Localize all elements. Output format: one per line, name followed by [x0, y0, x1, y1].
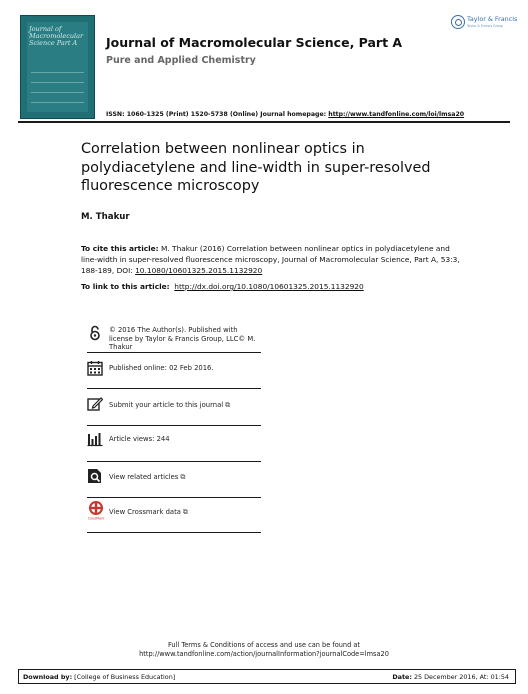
terms-link[interactable]: http://www.tandfonline.com/action/journalInformation?journalCode=lmsa20: [139, 650, 389, 658]
external-link-icon: ⧉: [225, 401, 231, 409]
publisher-logo: [451, 14, 518, 32]
date-label: Date:: [392, 673, 412, 681]
external-link-icon: ⧉: [182, 508, 188, 516]
citation-block: [81, 243, 461, 276]
download-label: Download by:: [23, 673, 73, 681]
published-row: [87, 356, 261, 389]
related-text: View related articles: [109, 473, 179, 481]
journal-homepage-link[interactable]: http://www.tandfonline.com/loi/lmsa20: [328, 111, 465, 118]
citation-text: M. Thakur (2016) Correlation between nonlinear optics in polydiacetylene and line-width in super-resolved fluorescence microscopy, Journal of Macromolecular Science, Part A, 53:3, 188-189, DOI:: [81, 244, 460, 275]
cover-divider: [31, 72, 84, 73]
crossmark-badge-text: CrossMark: [87, 516, 105, 521]
article-author: M. Thakur: [81, 212, 130, 222]
cover-title: Journal of Macromolecular Science Part A: [29, 25, 84, 47]
external-link-icon: ⧉: [180, 473, 186, 481]
article-title: Correlation between nonlinear optics in polydiacetylene and line-width in super-resolved fluorescence microscopy: [81, 141, 431, 194]
cover-divider: [31, 102, 84, 103]
journal-subtitle: Pure and Applied Chemistry: [106, 55, 256, 66]
download-by: [23, 673, 175, 681]
published-date: Published online: 02 Feb 2016.: [109, 364, 214, 372]
submit-text: Submit your article to this journal: [109, 401, 224, 409]
cover-divider: [31, 82, 84, 83]
edit-icon: [87, 396, 103, 412]
views-row: [87, 427, 261, 462]
publisher-tagline: Taylor & Francis Group: [467, 24, 503, 28]
issn-text: ISSN: 1060-1325 (Print) 1520-5738 (Online) Journal homepage:: [106, 111, 329, 118]
citation-doi-link[interactable]: 10.1080/10601325.2015.1132920: [135, 266, 263, 275]
terms-note: [0, 641, 528, 659]
article-link-line: [81, 282, 364, 291]
publisher-name: Taylor & Francis: [467, 15, 518, 23]
publisher-logo-icon: [451, 15, 465, 29]
citation-label: To cite this article:: [81, 244, 159, 253]
download-info-bar: [18, 669, 516, 684]
open-access-icon: [87, 325, 103, 341]
header-divider: [18, 121, 510, 123]
calendar-icon: [87, 360, 103, 376]
crossmark-text: View Crossmark data: [109, 508, 181, 516]
issn-line: [106, 111, 464, 118]
download-date: [392, 673, 509, 681]
terms-line-1: Full Terms & Conditions of access and use can be found at: [167, 641, 361, 649]
article-link-label: To link to this article:: [81, 282, 170, 291]
cover-divider: [31, 92, 84, 93]
crossmark-link[interactable]: [109, 508, 188, 517]
journal-cover-image: [20, 15, 95, 119]
submit-link[interactable]: [109, 401, 230, 410]
article-doi-link[interactable]: http://dx.doi.org/10.1080/10601325.2015.1132920: [174, 282, 364, 291]
submit-row[interactable]: [87, 391, 261, 426]
copyright-row: [87, 322, 261, 353]
journal-title: Journal of Macromolecular Science, Part A: [106, 35, 403, 50]
copyright-text: © 2016 The Author(s). Published with license by Taylor & Francis Group, LLC© M. Thakur: [109, 326, 256, 351]
download-value: [College of Business Education]: [72, 673, 176, 681]
article-views: Article views: 244: [109, 435, 170, 443]
date-value: 25 December 2016, At: 01:54: [411, 673, 509, 681]
bar-chart-icon: [87, 431, 103, 447]
related-row[interactable]: [87, 463, 261, 498]
related-link[interactable]: [109, 473, 185, 482]
crossmark-icon: [87, 501, 105, 521]
related-articles-icon: [87, 468, 103, 484]
crossmark-row[interactable]: [87, 498, 261, 533]
